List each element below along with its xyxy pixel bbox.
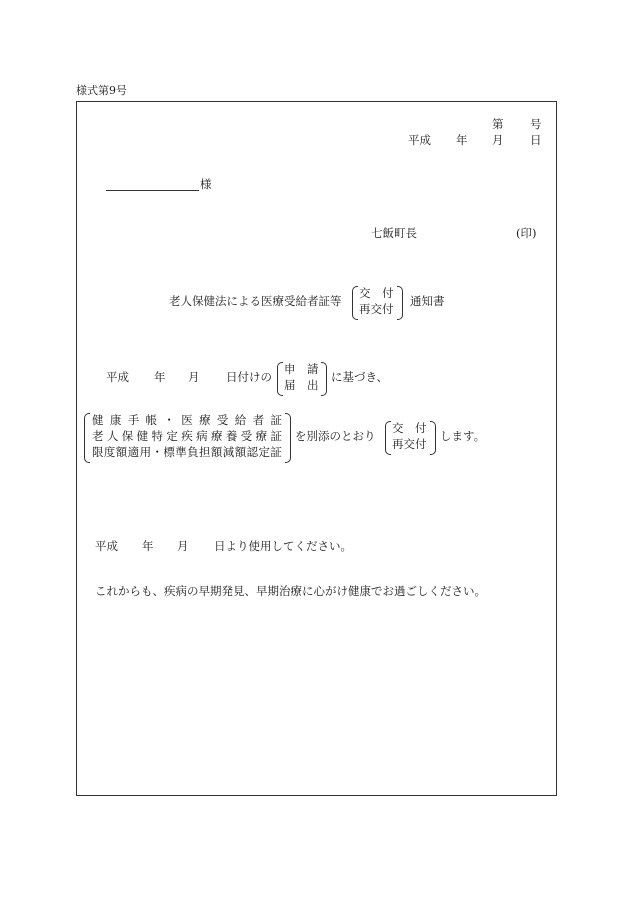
line1-year: 年 [154, 370, 166, 384]
line2-option-reissue: 再交付 [392, 437, 427, 451]
usage-month: 月 [177, 539, 189, 553]
usage-era: 平成 [95, 539, 118, 553]
line2-middle: を別添のとおり [295, 429, 376, 443]
date-year: 年 [456, 133, 468, 147]
line2-bracket-left [84, 413, 90, 463]
item-health-notebook: 健 康 手 帳 ・ 医 療 受 給 者 証 [92, 413, 282, 427]
line1-bracket-right [321, 362, 327, 396]
line2-option-bracket-left [385, 421, 391, 455]
title-option-reissue: 再交付 [359, 302, 394, 316]
line1-option-apply: 申 請 [284, 362, 319, 376]
date-era: 平成 [408, 133, 431, 147]
line1-month: 月 [188, 370, 200, 384]
number-go: 号 [530, 117, 542, 131]
usage-text: 日より使用してください。 [214, 539, 352, 553]
doc-title-prefix: 老人保健法による医療受給者証等 [169, 294, 342, 308]
line1-suffix: に基づき、 [331, 370, 389, 384]
issuer-title: 七飯町長 [371, 226, 417, 240]
seal-mark: (印) [516, 226, 537, 240]
item-limit-certification: 限 度 額 適 用 ・ 標 準 負 担 額 減 額 認 定 証 [92, 445, 282, 459]
doc-title-suffix: 通知書 [410, 294, 445, 308]
usage-year: 年 [142, 539, 154, 553]
line2-option-bracket-right [430, 421, 436, 455]
date-month: 月 [492, 133, 504, 147]
line1-era: 平成 [106, 370, 129, 384]
title-bracket-left [352, 286, 358, 320]
date-day: 日 [530, 133, 542, 147]
line1-bracket-left [277, 362, 283, 396]
number-dai: 第 [492, 117, 504, 131]
line1-day-ref: 日付けの [226, 370, 272, 384]
line2-option-issue: 交 付 [392, 421, 427, 435]
closing-text: これからも、疾病の早期発見、早期治療に心がけ健康でお過ごしください。 [95, 584, 486, 598]
line2-bracket-right [285, 413, 291, 463]
title-option-issue: 交 付 [359, 286, 394, 300]
addressee-line [106, 190, 199, 191]
line1-option-notify: 届 出 [284, 378, 319, 392]
title-bracket-right [397, 286, 403, 320]
addressee-suffix: 様 [200, 177, 212, 191]
form-number: 様式第9号 [76, 84, 127, 97]
line2-suffix: します。 [440, 429, 486, 443]
item-specific-disease-cert: 老 人 保 健 特 定 疾 病 療 養 受 療 証 [92, 429, 282, 443]
